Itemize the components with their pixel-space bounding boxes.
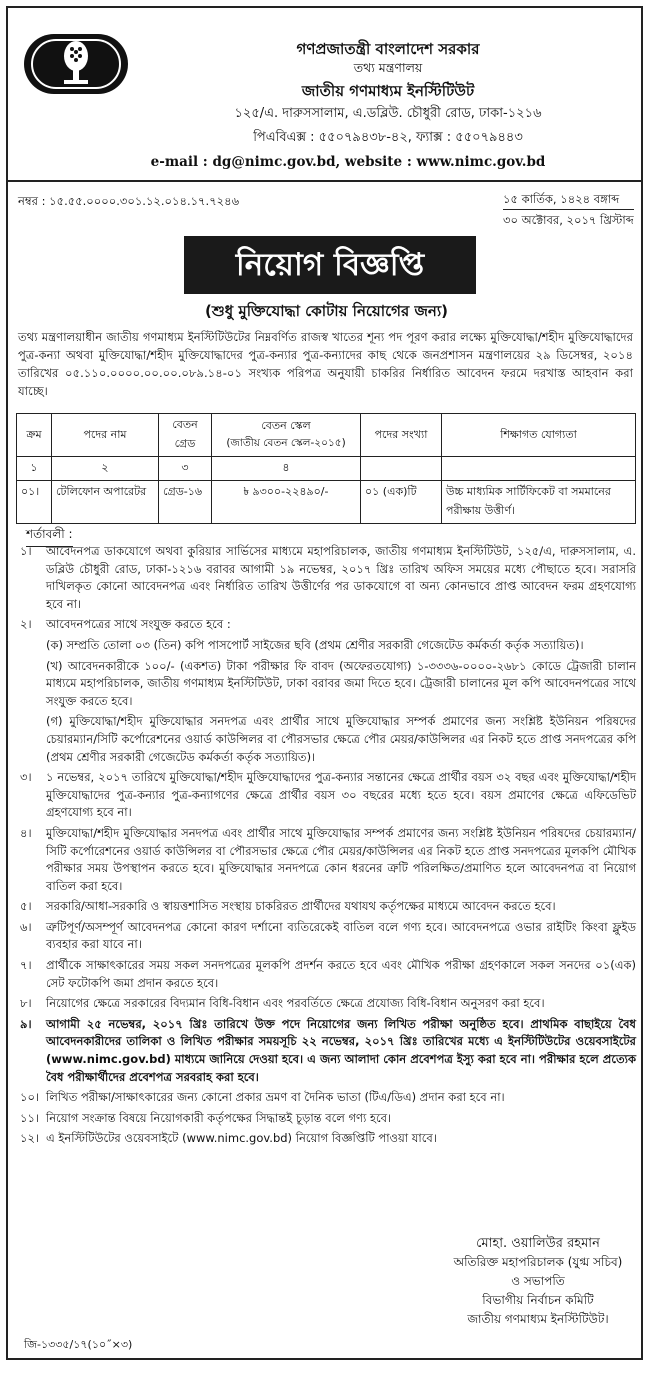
date-block: [503, 189, 634, 230]
condition-text: সরকারি/আধা-সরকারি ও স্বায়ত্তশাসিত সংস্থায় চাকরিরত প্রার্থীদের যথাযথ কর্তৃপক্ষের মাধ্যমে আবেদন করতে হবে।: [46, 899, 556, 914]
col-scale-note: (জাতীয় বেতন স্কেল-২০১৫): [226, 437, 346, 449]
col-qualification: শিক্ষাগত যোগ্যতা: [442, 414, 636, 457]
signatory-name: মোহা. ওয়ালিউর রহমান: [476, 1236, 600, 1251]
condition-text: লিখিত পরীক্ষা/সাক্ষাৎকারের জন্য কোনো প্রকার ভ্রমণ বা দৈনিক ভাতা (টিএ/ডিএ) প্রদান করা হবে না।: [46, 1090, 505, 1105]
institute-name: জাতীয় গণমাধ্যম ইনস্টিটিউট: [301, 82, 475, 100]
num-cell: ৩: [159, 457, 212, 481]
num-cell: ৪: [212, 457, 361, 481]
col-grade: বেতন গ্রেড: [159, 414, 212, 457]
table-header-row: [17, 414, 636, 457]
cell-post: টেলিফোন অপারেটর: [52, 481, 159, 524]
condition-text: মুক্তিযোদ্ধা/শহীদ মুক্তিযোদ্ধার সনদপত্র এবং প্রার্থীর সাথে মুক্তিযোদ্ধার সম্পর্ক প্রমাণের জন্য সংশ্লিষ্ট ইউনিয়ন পরিষদের চেয়ারম্যান/সিটি কর্পোরেশনের ওয়ার্ড কাউন্সিলর বা পৌরসভার ক্ষেত্রে পৌর মেয়র/কাউন্সিলর এর নিকট হতে প্রাপ্ত সনদপত্রের মূলকপি মৌখিক পরীক্ষার সময় উপস্থাপন করতে হবে। মুক্তিযোদ্ধার সনদপত্রে কোন ধরনের ত্রুটি পরিলক্ষিত/প্রমাণিত হলে আবেদনপত্র বা নিয়োগ বাতিল করা হবে।: [46, 825, 636, 893]
condition-text: আবেদনপত্র ডাকযোগে অথবা কুরিয়ার সার্ভিসের মাধ্যমে মহাপরিচালক, জাতীয় গণমাধ্যম ইনস্টিটিউট, ১২৫/এ, দারুসসালাম, এ. ডব্লিউ চৌধুরী রোড, ঢাকা-১২১৬ বরাবর আগামী ১৯ নভেম্বর, ২০১৭ খ্রিঃ তারিখ অফিস সময়ের মধ্যে পৌছাতে হবে। সরাসরি দাখিলকৃত কোনো আবেদনপত্র এবং নির্ধারিত তারিখ উত্তীর্ণের পর ডাকযোগে বা অন্য কোনভাবে প্রাপ্ত আবেদন ফরম গ্রহণযোগ্য হবে না।: [46, 544, 636, 611]
table-row: [17, 481, 636, 524]
cell-qualification: উচ্চ মাধ্যমিক সার্টিফিকেট বা সমমানের পরীক্ষায় উত্তীর্ণ।: [442, 481, 636, 524]
col-scale: [212, 414, 361, 457]
ministry-name: তথ্য মন্ত্রণালয়: [353, 60, 423, 75]
condition-text: ১ নভেম্বর, ২০১৭ তারিখে মুক্তিযোদ্ধা/শহীদ মুক্তিযোদ্ধাদের পুত্র-কন্যার সন্তানের ক্ষেত্রে প্রার্থীর বয়স ৩২ বছর এবং মুক্তিযোদ্ধা/শহীদ মুক্তিযোদ্ধাদের পুত্র-কন্যার পুত্র-কন্যাগণের ক্ষেত্রে প্রার্থীর বয়স ৩০ বছরের মধ্যে হতে হবে। বয়স প্রমাণের ক্ষেত্রে এফিডেভিট গ্রহণযোগ্য হবে না।: [46, 770, 636, 820]
cell-serial: ০১।: [17, 481, 52, 524]
condition-text: (গ) মুক্তিযোদ্ধা/শহীদ মুক্তিযোদ্ধার সনদপত্র এবং প্রার্থীর সাথে মুক্তিযোদ্ধার সম্পর্ক প্রমাণের জন্য সংশ্লিষ্ট ইউনিয়ন পরিষদের চেয়ারম্যান/সিটি কর্পোরেশনের ওয়ার্ড কাউন্সিলর বা পৌরসভার ক্ষেত্রে পৌর মেয়র/কাউন্সিলর এর নিকট হতে প্রাপ্ত সনদপত্রের কপি (প্রথম শ্রেণীর সরকারী গেজেটেড কর্মকর্তা কর্তৃক সত্যায়িত)।: [46, 714, 636, 764]
condition-number: ১১।: [20, 1110, 40, 1125]
condition-item: [16, 1130, 636, 1148]
signatory-and: ও সভাপতি: [511, 1274, 565, 1288]
cell-scale: ৳ ৯৩০০-২২৪৯০/-: [212, 481, 361, 524]
num-cell: ২: [52, 457, 159, 481]
condition-text: ত্রুটিপূর্ণ/অসম্পূর্ণ আবেদনপত্র কোনো কারণ দর্শানো ব্যতিরেকেই বাতিল বলে গণ্য হবে। আবেদনপত্রে ওভার রাইটিং কিংবা ফ্লুইড ব্যবহার করা যাবে না।: [46, 919, 636, 952]
num-cell: [442, 457, 636, 481]
condition-number: ১।: [20, 544, 32, 558]
memo-number: নম্বর : ১৫.৫৫.০০০০.৩০১.১২.০১৪.১৭.৭২৪৬: [18, 194, 240, 208]
condition-text: আবেদনপত্রের সাথে সংযুক্ত করতে হবে :: [46, 617, 231, 632]
signatory-committee: বিভাগীয় নির্বাচন কমিটি: [482, 1293, 594, 1307]
col-count: পদের সংখ্যা: [361, 414, 442, 457]
condition-text: প্রার্থীকে সাক্ষাৎকারের সময় সকল সনদপত্রের মূলকপি প্রদর্শন করতে হবে এবং মৌখিক পরীক্ষা গ্রহণকালে সকল সনদের ০১(এক) সেট ফটোকপি জমা প্রদান করতে হবে।: [46, 958, 636, 990]
col-scale-title: বেতন স্কেল: [261, 419, 311, 432]
condition-item: [16, 1016, 636, 1086]
condition-item: [16, 543, 636, 613]
condition-number: ৪।: [20, 825, 32, 840]
notice-subtitle: (শুধু মুক্তিযোদ্ধা কোটায় নিয়োগের জন্য): [204, 302, 449, 320]
condition-item: [16, 616, 636, 634]
condition-subitem: [16, 637, 636, 655]
conditions-title: শর্তাবলী :: [26, 526, 73, 547]
condition-subitem: [16, 713, 636, 766]
condition-item: [16, 825, 636, 895]
num-cell: [361, 457, 442, 481]
condition-number: ২।: [20, 617, 32, 632]
cell-count: ০১ (এক)টি: [361, 481, 442, 524]
condition-text: (খ) আবেদনকারীকে ১০০/- (একশত) টাকা পরীক্ষার ফি বাবদ (অফেরতযোগ্য) ১-৩৩৩৬-০০০০-২৬৮১ কোডে ট্রেজারী চালান মাধ্যমে মহাপরিচালক, জাতীয় গণমাধ্যম ইনস্টিটিউট, ঢাকা বরাবর জমা দিতে হবে। ট্রেজারী চালানের মূল কপি আবেদনপত্রের সাথে সংযুক্ত করতে হবে।: [46, 658, 636, 708]
condition-item: [16, 898, 636, 916]
condition-text: নিয়োগের ক্ষেত্রে সরকারের বিদ্যমান বিধি-বিধান এবং পরবর্তিতে ক্ষেত্রে প্রযোজ্য বিধি-বিধান অনুসরণ করা হবে।: [46, 996, 545, 1011]
cell-grade: গ্রেড-১৬: [159, 481, 212, 524]
condition-number: ৫।: [20, 899, 32, 914]
condition-number: ১২।: [20, 1131, 40, 1146]
signature-block: [438, 1234, 638, 1329]
posts-table: [16, 413, 636, 524]
date-english: ৩০ অক্টোবর, ২০১৭ খ্রিস্টাব্দ: [503, 213, 634, 227]
conditions-list: [16, 543, 636, 1151]
col-post: পদের নাম: [52, 414, 159, 457]
condition-item: [16, 919, 636, 954]
notice-page: [6, 6, 643, 1360]
date-bangla: ১৫ কার্তিক, ১৪২৪ বঙ্গাব্দ: [503, 189, 634, 210]
condition-text: নিয়োগ সংক্রান্ত বিষয়ে নিয়োগকারী কর্তৃপক্ষের সিদ্ধান্তই চূড়ান্ত বলে গণ্য হবে।: [46, 1110, 392, 1125]
header-divider: [8, 180, 641, 182]
address: ১২৫/এ. দারুসসালাম, এ.ডব্লিউ. চৌধুরী রোড, ঢাকা-১২১৬: [234, 106, 542, 121]
condition-item: [16, 1089, 636, 1107]
condition-text: আগামী ২৫ নভেম্বর, ২০১৭ খ্রিঃ তারিখে উক্ত পদে নিয়োগের জন্য লিখিত পরীক্ষা অনুষ্ঠিত হবে। প্রাথমিক বাছাইয়ে বৈধ আবেদনকারীদের তালিকা ও লিখিত পরীক্ষার সময়সূচি ২২ নভেম্বর, ২০১৭ খ্রিঃ তারিখের মধ্যে এ ইনস্টিটিউটের ওয়েবসাইটের (www.nimc.gov.bd) মাধ্যমে জানিয়ে দেওয়া হবে। এ জন্য আলাদা কোন প্রবেশপত্র ইস্যু করা হবে না। পরীক্ষার হলে প্রত্যেক বৈধ পরীক্ষার্থীদের প্রবেশপত্র সরবরাহ করা হবে।: [46, 1016, 636, 1084]
email-website: e-mail : dg@nimc.gov.bd, website : www.nimc.gov.bd: [150, 154, 546, 170]
condition-number: ৩।: [20, 770, 32, 785]
condition-item: [16, 995, 636, 1013]
num-cell: ১: [17, 457, 52, 481]
condition-number: ৮।: [20, 996, 32, 1011]
condition-number: ৯।: [20, 1016, 32, 1031]
phone-fax: পিএবিএক্স : ৫৫০৭৯৪৩৮-৪২, ফ্যাক্স : ৫৫০৭৯৪৪৩: [253, 130, 523, 145]
nimc-logo: [22, 32, 130, 96]
notice-title: নিয়োগ বিজ্ঞপ্তি: [184, 236, 476, 294]
condition-item: [16, 769, 636, 822]
reference-code: জি-১৩৩৫/১৭(১০˝×৩): [24, 1338, 133, 1351]
condition-item: [16, 1110, 636, 1128]
signatory-org: জাতীয় গণমাধ্যম ইনস্টিটিউট।: [467, 1312, 609, 1326]
condition-text: (ক) সম্প্রতি তোলা ০৩ (তিন) কপি পাসপোর্ট সাইজের ছবি (প্রথম শ্রেণীর সরকারী গেজেটেড কর্মকর্তা কর্তৃক সত্যায়িত)।: [46, 637, 584, 652]
table-number-row: [17, 457, 636, 481]
condition-subitem: [16, 658, 636, 711]
signatory-designation: অতিরিক্ত মহাপরিচালক (যুগ্ম সচিব): [453, 1255, 623, 1269]
condition-number: ৭।: [20, 958, 32, 973]
condition-number: ৬।: [20, 919, 32, 934]
condition-number: ১০।: [20, 1090, 40, 1105]
intro-paragraph: তথ্য মন্ত্রণালয়াধীন জাতীয় গণমাধ্যম ইনস্টিটিউটের নিম্নবর্ণিত রাজস্ব খাতের শূন্য পদ পূরণ করার লক্ষ্যে মুক্তিযোদ্ধা/শহীদ মুক্তিযোদ্ধাদের পুত্র-কন্যা অথবা মুক্তিযোদ্ধা/শহীদ মুক্তিযোদ্ধাদের পুত্র-কন্যার পুত্র-কন্যাদের কাছ থেকে জনপ্রশাসন মন্ত্রণালয়ের ২৯ ডিসেম্বর, ২০১৪ তারিখের ০৫.১১০.০০০০.০০.০০.০৮৯.১৪-০১ সংখ্যক পরিপত্র অনুযায়ী চাকরির নির্ধারিত আবেদন ফরমে দরখাস্ত আহবান করা যাচ্ছে।: [18, 330, 633, 398]
gov-name: গণপ্রজাতন্ত্রী বাংলাদেশ সরকার: [296, 40, 480, 58]
condition-text: এ ইনস্টিটিউটের ওয়েবসাইটে (www.nimc.gov.bd) নিয়োগ বিজ্ঞপ্তিটি পাওয়া যাবে।: [46, 1131, 437, 1146]
col-serial: ক্রম: [17, 414, 52, 457]
condition-item: [16, 957, 636, 992]
